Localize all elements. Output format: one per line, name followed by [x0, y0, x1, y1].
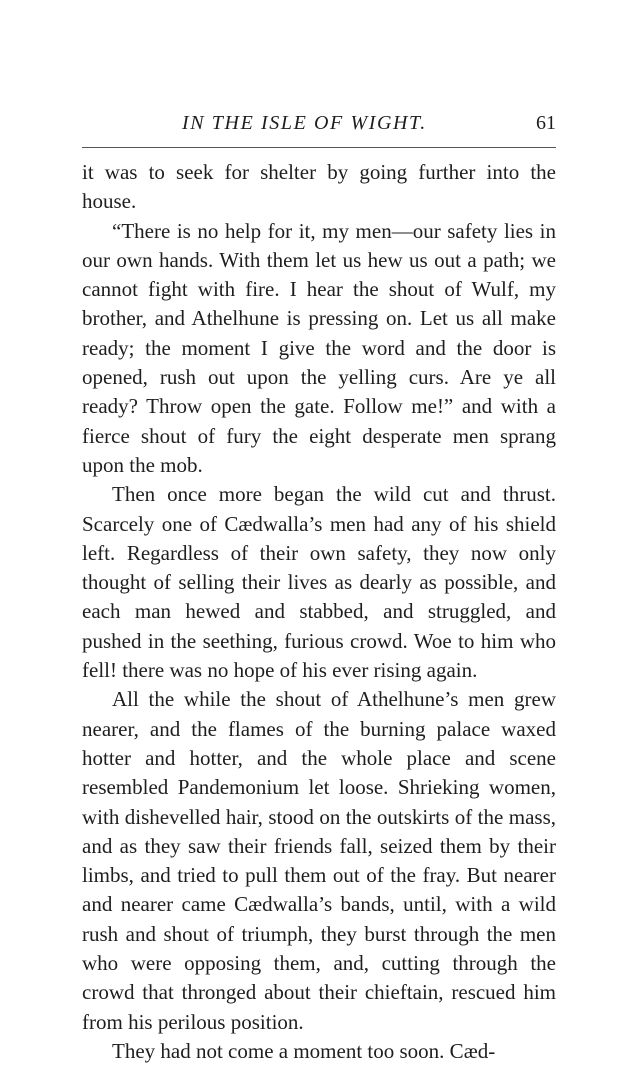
paragraph: “There is no help for it, my men—our safety lies in our own hands. With them let us hew us out a path; we cannot fight with fire. I hear the shout of Wulf, my brother, and Athelhune is pressing on. Let us all make ready; the moment I give the word and the door is opened, rush out upon the yelling curs. Are ye all ready? Throw open the gate. Follow me!” and with a fierce shout of fury the eight desperate men sprang upon the mob. — [82, 218, 556, 477]
header-rule — [82, 147, 556, 148]
paragraph: All the while the shout of Athelhune’s men grew nearer, and the flames of the burning palace waxed hotter and hotter, and the whole place and scene resembled Pandemonium let loose. Shrieking women, with dishevelled hair, stood on the outskirts of the mass, and as they saw their friends fall, seized them by their limbs, and tried to pull them out of the fray. But nearer and nearer came Cædwalla’s bands, until, with a wild rush and shout of triumph, they burst through the men who were opposing them, and, cutting through the crowd that thronged about their chieftain, rescued him from his perilous position. — [82, 687, 556, 1034]
running-head — [82, 112, 556, 142]
paragraph: Then once more began the wild cut and thrust. Scarcely one of Cædwalla’s men had any of his shield left. Regardless of their own safety, they now only thought of selling their lives as dearly as possible, and each man hewed and stabbed, and struggled, and pushed in the seething, furious crowd. Woe to him who fell! there was no hope of his ever rising again. — [82, 482, 556, 683]
paragraph: They had not come a moment too soon. Cæd- — [112, 1038, 496, 1063]
body-text — [82, 158, 556, 1066]
page-number: 61 — [536, 112, 556, 134]
running-title: IN THE ISLE OF WIGHT. — [182, 112, 427, 134]
paragraph: it was to seek for shelter by going further into the house. — [82, 160, 556, 214]
